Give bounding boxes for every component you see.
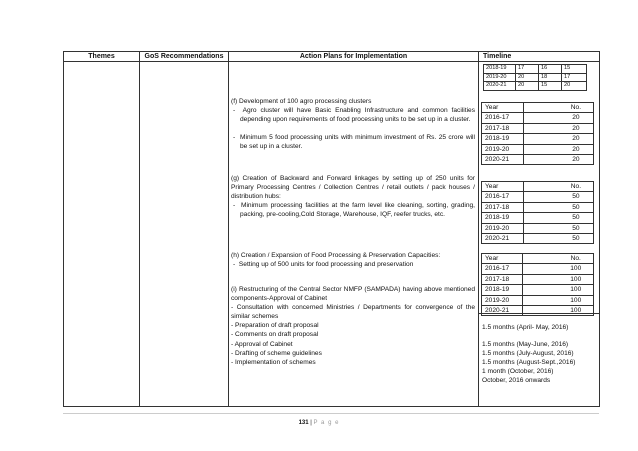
cell: 2019-20: [482, 144, 524, 154]
cell: 2017-18: [482, 274, 523, 284]
timeline-table-h: [481, 253, 594, 316]
section-f-bullet: - Minimum 5 food processing units with minimum investment of Rs. 25 crore will be set up in a cluster.: [233, 134, 475, 151]
cell: 2018-19: [482, 134, 524, 144]
cell: 100: [523, 306, 594, 316]
footer-divider: [63, 413, 599, 414]
section-i-line: - Implementation of schemes: [231, 358, 316, 366]
cell: 2018-19: [482, 285, 523, 295]
section-h-title: (h) Creation / Expansion of Food Processing & Preservation Capacities:: [231, 252, 441, 259]
section-i-line: - Drafting of scheme guidelines: [231, 349, 322, 357]
cell: 50: [523, 213, 593, 223]
cell: 2019-20: [484, 73, 516, 82]
cell: No.: [523, 254, 594, 264]
table-row: [482, 155, 594, 165]
table-row: [482, 182, 594, 192]
section-h-bullet: - Setting up of 500 units for food processing and preservation: [233, 261, 414, 269]
cell: 2020-21: [482, 306, 523, 316]
table-row: [484, 82, 587, 91]
cell: 2017-18: [482, 123, 524, 133]
cell: 2018-19: [482, 213, 524, 223]
cell: No.: [523, 182, 593, 192]
cell: 100: [523, 274, 594, 284]
table-row: [482, 103, 594, 113]
timeline-i-line: 1.5 months (July-August, 2016): [482, 350, 574, 358]
section-g: [231, 174, 475, 219]
cell: 20: [516, 82, 539, 91]
table-row: [482, 254, 594, 264]
section-h: [231, 251, 475, 269]
table-row: [482, 306, 594, 316]
cell: No.: [523, 103, 593, 113]
themes-cell: [64, 62, 140, 407]
bullet-text: Minimum 5 food processing units with minimum investment of Rs. 25 crore will be set up in a cluster.: [239, 134, 475, 151]
section-i: [231, 285, 475, 367]
section-f-bullet: - Agro cluster will have Basic Enabling Infrastructure and common facilities depending upon requirements of food processing units to be set up in a cluster.: [233, 107, 475, 124]
section-i-line: - Preparation of draft proposal: [231, 322, 319, 330]
timeline-table-f: [481, 102, 594, 165]
footer-separator: |: [310, 420, 312, 426]
section-g-bullet: - Minimum processing facilities at the farm level like cleaning, sorting, grading, packing, pre-cooling,Cold Storage, Warehouse, IQF, reefer trucks, etc.: [233, 202, 475, 219]
table-row: [484, 73, 587, 82]
bullet-text: Setting up of 500 units for food processing and preservation: [238, 261, 414, 269]
page-footer: [0, 420, 638, 426]
header-gos: GoS Recommendations: [140, 52, 229, 62]
header-action: Action Plans for Implementation: [229, 52, 479, 62]
table-row: [482, 134, 594, 144]
cell: 2016-17: [482, 264, 523, 274]
cell: 100: [523, 285, 594, 295]
cell: 50: [523, 192, 593, 202]
timeline-summary-table: [483, 64, 587, 91]
cell: 2019-20: [482, 223, 524, 233]
table-row: [482, 113, 594, 123]
table-row: [482, 234, 594, 244]
cell: 20: [523, 144, 593, 154]
table-row: [482, 274, 594, 284]
cell: Year: [482, 103, 524, 113]
cell: 17: [516, 65, 539, 74]
bullet-text: Minimum processing facilities at the farm level like cleaning, sorting, grading, packing, pre-cooling,Cold Storage, Warehouse, IQF, reefer trucks, etc.: [240, 202, 475, 219]
table-row: [482, 264, 594, 274]
timeline-table-g: [481, 181, 594, 244]
section-f-title: (f) Development of 100 agro processing clusters: [231, 98, 372, 105]
table-row: [484, 65, 587, 74]
table-row: [482, 295, 594, 305]
cell: 50: [523, 202, 593, 212]
cell: 2020-21: [484, 82, 516, 91]
cell: Year: [482, 182, 524, 192]
header-themes: Themes: [64, 52, 140, 62]
section-i-line: - Approval of Cabinet: [231, 340, 293, 348]
table-row: [482, 285, 594, 295]
section-i-title: (i) Restructuring of the Central Sector NMFP (SAMPADA) having above mentioned components-Approval of Cabinet: [231, 286, 475, 303]
page-number: 131: [298, 420, 309, 426]
table-row: [482, 213, 594, 223]
cell: 2020-21: [482, 155, 524, 165]
timeline-i-line: 1 month (October, 2016): [482, 368, 554, 376]
section-i-line: - Consultation with concerned Ministries / Departments for convergence of the similar schemes: [231, 304, 475, 321]
table-row: [482, 123, 594, 133]
timeline-i-line: 1.5 months (May-June, 2016): [482, 341, 569, 349]
cell: 20: [523, 134, 593, 144]
cell: 2018-19: [484, 65, 516, 74]
page-label: P a g e: [313, 420, 340, 426]
header-timeline: Timeline: [479, 52, 600, 62]
cell: Year: [482, 254, 523, 264]
table-row: [482, 144, 594, 154]
cell: 2016-17: [482, 192, 524, 202]
table-row: [482, 202, 594, 212]
cell: 2020-21: [482, 234, 524, 244]
table-row: [482, 223, 594, 233]
section-i-line: - Comments on draft proposal: [231, 331, 319, 339]
cell: 50: [523, 234, 593, 244]
table-row: [482, 192, 594, 202]
cell: 20: [516, 73, 539, 82]
table-header-row: [64, 52, 600, 62]
timeline-i: [482, 323, 597, 386]
cell: 50: [523, 223, 593, 233]
cell: 15: [562, 65, 587, 74]
cell: 20: [523, 155, 593, 165]
cell: 17: [562, 73, 587, 82]
section-g-title: (g) Creation of Backward and Forward linkages by setting up of 250 units for Primary Processing Centres / Collection Centres / retail outlets / pack houses / distribution hubs:: [231, 175, 475, 201]
divider: [478, 313, 599, 314]
bullet-text: Agro cluster will have Basic Enabling Infrastructure and common facilities depending upon requirements of food processing units to be set up in a cluster.: [240, 107, 475, 124]
gos-cell: [140, 62, 229, 407]
cell: 20: [523, 123, 593, 133]
cell: 20: [562, 82, 587, 91]
timeline-i-line: 1.5 months (August-Sept.,2016): [482, 359, 576, 367]
cell: 15: [539, 82, 562, 91]
cell: 16: [539, 65, 562, 74]
timeline-i-line: October, 2016 onwards: [482, 377, 551, 385]
cell: 20: [523, 113, 593, 123]
cell: 100: [523, 264, 594, 274]
section-f: [231, 97, 475, 151]
cell: 18: [539, 73, 562, 82]
cell: 2017-18: [482, 202, 524, 212]
cell: 2016-17: [482, 113, 524, 123]
cell: 2019-20: [482, 295, 523, 305]
cell: 100: [523, 295, 594, 305]
timeline-i-line: 1.5 months (April- May, 2016): [482, 324, 569, 331]
